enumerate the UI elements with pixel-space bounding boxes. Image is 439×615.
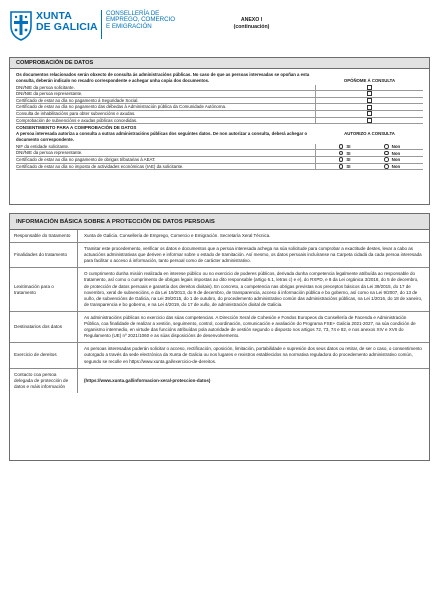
no-radio[interactable]: [384, 151, 389, 156]
no-label: Non: [391, 157, 401, 163]
row-value: [78, 230, 429, 242]
oppose-cell: [316, 91, 423, 96]
consultation-item-label: DNI/NIE da persoa solicitante.: [16, 85, 316, 91]
row-value: [78, 243, 429, 267]
annex-title: ANEXO I: [240, 17, 263, 23]
no-option[interactable]: [384, 164, 400, 169]
data-protection-row: [10, 243, 429, 268]
consultation-row: [16, 98, 423, 105]
oppose-checkbox[interactable]: [367, 85, 373, 90]
row-label: Finalidades do tratamento: [10, 243, 78, 267]
row-value-text: O cumprimento dunha misión realizada en interese público ou no exercicio de poderes públicos, derivada dunha competencia legalmente atribuída ao responsable do tratamento, así como o cumprimento de obrigas legais impostas ao dito responsable (artigo 6.1, letras c) e e), do RXPD, e 8 da Lei orgánica 3/2018, do 5 de decembro, de protección de datos persoais e garantía dos dereitos dixitais). En concreto, a competencia nas obrigas previstas nos preceptos básicos da Lei 39/2015, do 17 de novembro, xeral de subvencións, e da Lei 19/2013, do 9 de decembro, de transparencia, acceso á información pública e bo goberno, así como na Lei 9/2007, do 13 de xuño, de subvencións de Galicia, na Lei 39/2015, do 1 de outubro, do procedemento administrativo común das administracións públicas, na Lei 1/2016, do 18 de xaneiro, de transparencia e bo goberno, e na Lei 4/2019, do 17 de xullo, de administración dixital de Galicia.: [84, 271, 423, 307]
consultation-item-label: Certificado de estar ao día no pagamento das débedas á Administración pública da Comunidade Autónoma.: [16, 104, 316, 110]
no-radio[interactable]: [384, 164, 389, 169]
row-value-text: (https://www.xunta.gal/informacion-xeral-proteccion-datos): [84, 377, 211, 383]
yes-radio[interactable]: [339, 164, 344, 169]
consultation-row: [16, 91, 423, 98]
row-value: [78, 369, 429, 393]
dept-line-2: EMPREGO, COMERCIO: [106, 16, 176, 24]
row-label: Destinatarios dos datos: [10, 312, 78, 342]
consultation-item-label: DNI/NIE da persoa representante.: [16, 91, 316, 97]
consultation-row: [16, 85, 423, 92]
no-radio[interactable]: [384, 157, 389, 162]
no-label: Non: [391, 144, 401, 150]
oppose-cell: [316, 118, 423, 123]
row-value-text: Xunta de Galicia. Consellería de Emprego, Comercio e Emigración. Secretaría Xeral Técnica.: [84, 233, 271, 238]
authorization-row: [16, 157, 423, 164]
oppose-column-header: OPÓÑOME Á CONSULTA: [343, 78, 396, 83]
yes-label: SI: [346, 163, 351, 169]
oppose-cell: [316, 105, 423, 110]
oppose-checkbox[interactable]: [367, 111, 373, 116]
consultation-item-label: Consulta de inhabilitacións para obter subvencións e axudas.: [16, 111, 316, 117]
consultation-row: [16, 111, 423, 118]
data-protection-row: [10, 369, 429, 393]
consultation-intro-row: [16, 72, 423, 85]
yes-radio[interactable]: [339, 151, 344, 156]
consultation-item-label: Certificado de estar ao día no pagamento á Seguridade Social.: [16, 98, 316, 104]
authorization-options: [316, 151, 423, 156]
oppose-cell: [316, 111, 423, 116]
consent-intro-row: [16, 131, 423, 144]
section-title: INFORMACIÓN BÁSICA SOBRE A PROTECCIÓN DE DATOS PERSOAIS: [10, 214, 429, 230]
oppose-checkbox[interactable]: [367, 98, 373, 103]
consultation-row: [16, 118, 423, 125]
data-protection-row: [10, 230, 429, 243]
row-value-text: As persoas interesadas poderán solicitar o acceso, rectificación, oposición, limitación, portabilidade e supresión dos seus datos ou retirar, de ser o caso, o consentimento outorgado a través da sede electrónica da Xunta de Galicia ou nos lugares e rexistros establecidos na normativa reguladora do procedemento administrativo común, segundo se recolle en https://www.xunta.gal/exercicio-de-dereitos.: [84, 346, 422, 364]
no-radio[interactable]: [384, 144, 389, 149]
authorization-options: [316, 157, 423, 162]
annex-subtitle: (continuación): [233, 24, 270, 30]
authorization-item-label: NIF da entidade solicitante.: [16, 144, 316, 150]
dept-line-1: CONSELLERÍA DE: [106, 9, 160, 17]
dept-line-3: E EMIGRACIÓN: [106, 22, 152, 30]
page-header: [0, 0, 439, 52]
consultation-item-label: Comprobación de subvencións e axudas públicas concedidas.: [16, 118, 316, 124]
no-label: Non: [391, 163, 401, 169]
authorization-item-label: DNI/NIE da persoa representante.: [16, 150, 316, 156]
no-option[interactable]: [384, 151, 400, 156]
yes-label: SI: [346, 157, 351, 163]
no-option[interactable]: [384, 144, 400, 149]
oppose-checkbox[interactable]: [367, 91, 373, 96]
authorization-row: [16, 150, 423, 157]
no-option[interactable]: [384, 157, 400, 162]
org-line-2: DE GALICIA: [36, 20, 98, 33]
row-value: [78, 312, 429, 342]
org-line-1: XUNTA: [36, 10, 72, 22]
consent-title: CONSENTIMENTO PARA A COMPROBACIÓN DE DATOS: [16, 125, 137, 131]
row-value: [78, 268, 429, 311]
section-title: COMPROBACIÓN DE DATOS: [10, 58, 429, 69]
row-value-text: Tramitar este procedemento, verificar os datos e documentos que a persoa interesada achega na súa solicitude para comprobar a exactitude destes, levar a cabo as actuacións administrativas que deriven e informar sobre o estado de tramitación. Así mesmo, os datos persoais incluíranse na Carpeta cidadá da cada persoa interesada para facilitar o acceso á información, tanto persoal como de carácter administrativo.: [84, 246, 422, 264]
row-label: Lexitimación para o tratamento: [10, 268, 78, 311]
row-label: Contacto coa persoa delegada de protección de datos e máis información: [10, 369, 78, 393]
authorization-options: [316, 144, 423, 149]
yes-option[interactable]: [339, 151, 351, 156]
authorization-row: [16, 164, 423, 171]
consultation-table: [10, 69, 429, 170]
no-label: Non: [391, 150, 401, 156]
row-label: Responsable do tratamento: [10, 230, 78, 242]
authorization-item-label: Certificado de estar ao día no imposto de actividades económicas (IAE) da solicitante.: [16, 164, 316, 170]
row-label: Exercicio de dereitos: [10, 343, 78, 367]
annex-heading: [0, 17, 439, 31]
yes-option[interactable]: [339, 157, 351, 162]
consultation-row: [16, 104, 423, 111]
yes-radio[interactable]: [339, 144, 344, 149]
row-value-text: As administracións públicas no exercicio das súas competencias. A Dirección Xeral de Cohesión e Fondos Europeos da Consellería de Facenda e Administración Pública, coa finalidade de realizar a xestión, seguimento, control, coordinación, comunicación e avaliación do Programa FSE+ Galicia 2021-2027, na súa condición de organismo intermedio, en virtude das funcións atribuídas pola autoridade de xestión segundo o disposto nos artigos 72, 73, 74 e 82, e nos anexos XIV e XVII do Regulamento (UE) nº 2021/1060 e as súas disposicións de desenvolvemento.: [84, 314, 416, 339]
oppose-checkbox[interactable]: [367, 118, 373, 123]
row-value: [78, 343, 429, 367]
yes-option[interactable]: [339, 164, 351, 169]
data-protection-row: [10, 268, 429, 312]
data-protection-row: [10, 343, 429, 368]
data-protection-row: [10, 312, 429, 343]
yes-radio[interactable]: [339, 157, 344, 162]
authorization-options: [316, 164, 423, 169]
data-protection-section: [9, 213, 430, 461]
authorize-column-header: AUTORIZO A CONSULTA: [344, 131, 395, 137]
authorization-row: [16, 144, 423, 151]
consultation-intro: Os documentos relacionados serán obxecto de consulta ás administracións públicas. No caso de que as persoas interesadas se opoñan a esta consulta, deberán indicalo no recadro correspondente e achegar unha copia dos documentos.: [16, 72, 310, 84]
consent-intro: A persoa interesada autoriza a consulta a outras administracións públicas dos seguintes datos. De non autorizar a consulta, deberá achegar o documento correspondente.: [16, 131, 308, 143]
yes-option[interactable]: [339, 144, 351, 149]
yes-label: SI: [346, 150, 351, 156]
authorization-item-label: Certificado de estar ao día no pagamento de obrigas tributarias á AEAT.: [16, 157, 316, 163]
data-verification-section: [9, 57, 430, 205]
yes-label: SI: [346, 144, 351, 150]
oppose-checkbox[interactable]: [367, 105, 373, 110]
oppose-cell: [316, 85, 423, 90]
data-protection-table: [10, 230, 429, 393]
oppose-cell: [316, 98, 423, 103]
